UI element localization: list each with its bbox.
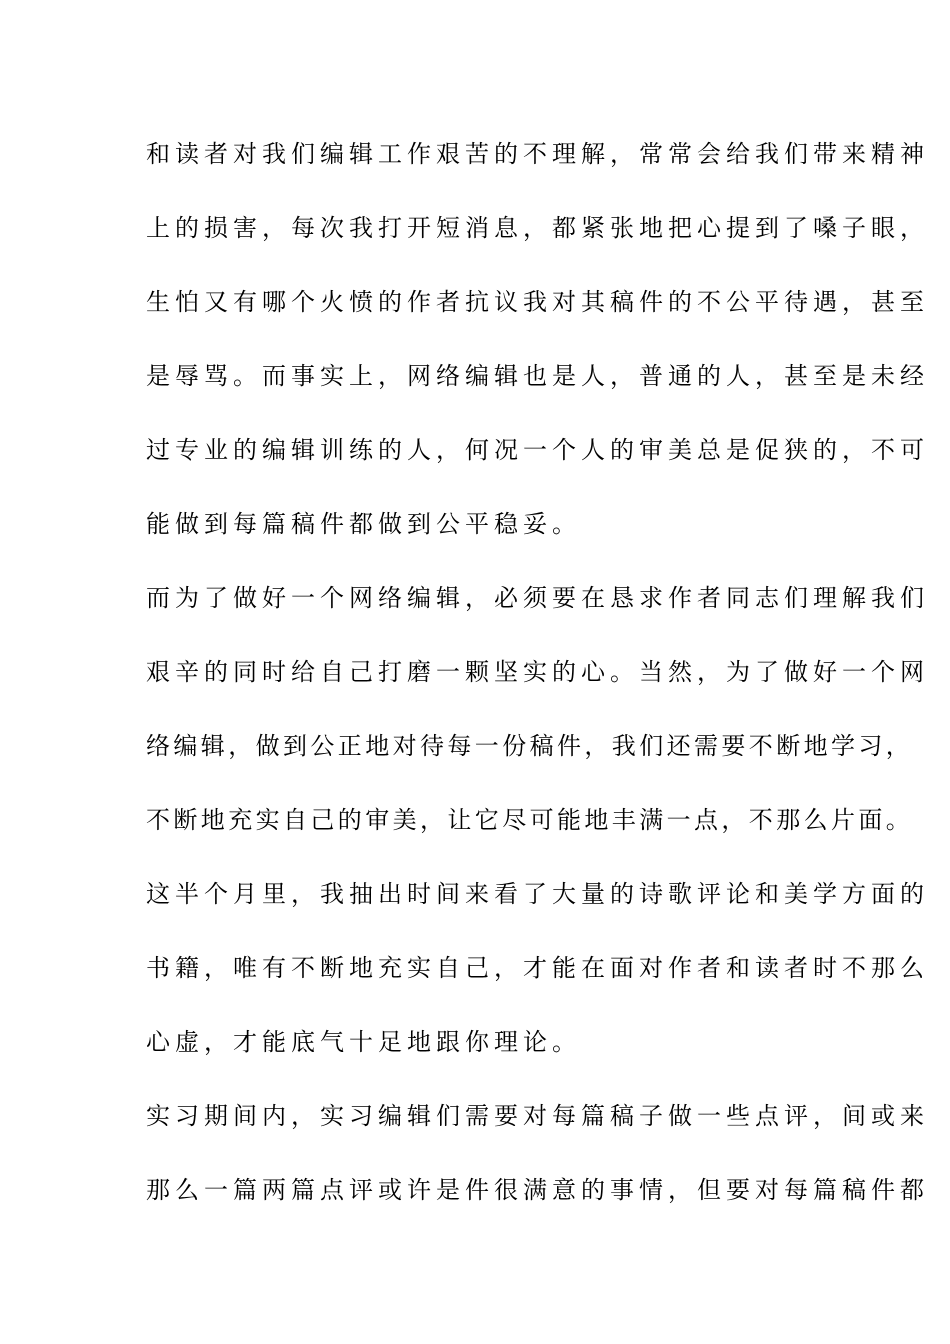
- text-line: 生怕又有哪个火愤的作者抗议我对其稿件的不公平待遇，甚至: [146, 288, 929, 316]
- text-line: 实习期间内，实习编辑们需要对每篇稿子做一些点评，间或来: [146, 1102, 929, 1130]
- text-line: 而为了做好一个网络编辑，必须要在恳求作者同志们理解我们: [146, 584, 929, 612]
- body-text: [146, 132, 929, 1242]
- text-line: 络编辑，做到公正地对待每一份稿件，我们还需要不断地学习，: [146, 732, 914, 760]
- text-line: 不断地充实自己的审美，让它尽可能地丰满一点，不那么片面。: [146, 806, 914, 834]
- text-line: 这半个月里，我抽出时间来看了大量的诗歌评论和美学方面的: [146, 880, 929, 908]
- text-line: 过专业的编辑训练的人，何况一个人的审美总是促狭的，不可: [146, 436, 929, 464]
- text-line: 那么一篇两篇点评或许是件很满意的事情，但要对每篇稿件都: [146, 1176, 929, 1204]
- text-line: 和读者对我们编辑工作艰苦的不理解，常常会给我们带来精神: [146, 140, 929, 168]
- text-line: 书籍，唯有不断地充实自己，才能在面对作者和读者时不那么: [146, 954, 929, 982]
- text-line: 上的损害，每次我打开短消息，都紧张地把心提到了嗓子眼，: [146, 214, 929, 242]
- text-line: 是辱骂。而事实上，网络编辑也是人，普通的人，甚至是未经: [146, 362, 929, 390]
- text-line: 能做到每篇稿件都做到公平稳妥。: [146, 510, 581, 538]
- text-line: 心虚，才能底气十足地跟你理论。: [146, 1028, 581, 1056]
- text-line: 艰辛的同时给自己打磨一颗坚实的心。当然，为了做好一个网: [146, 658, 929, 686]
